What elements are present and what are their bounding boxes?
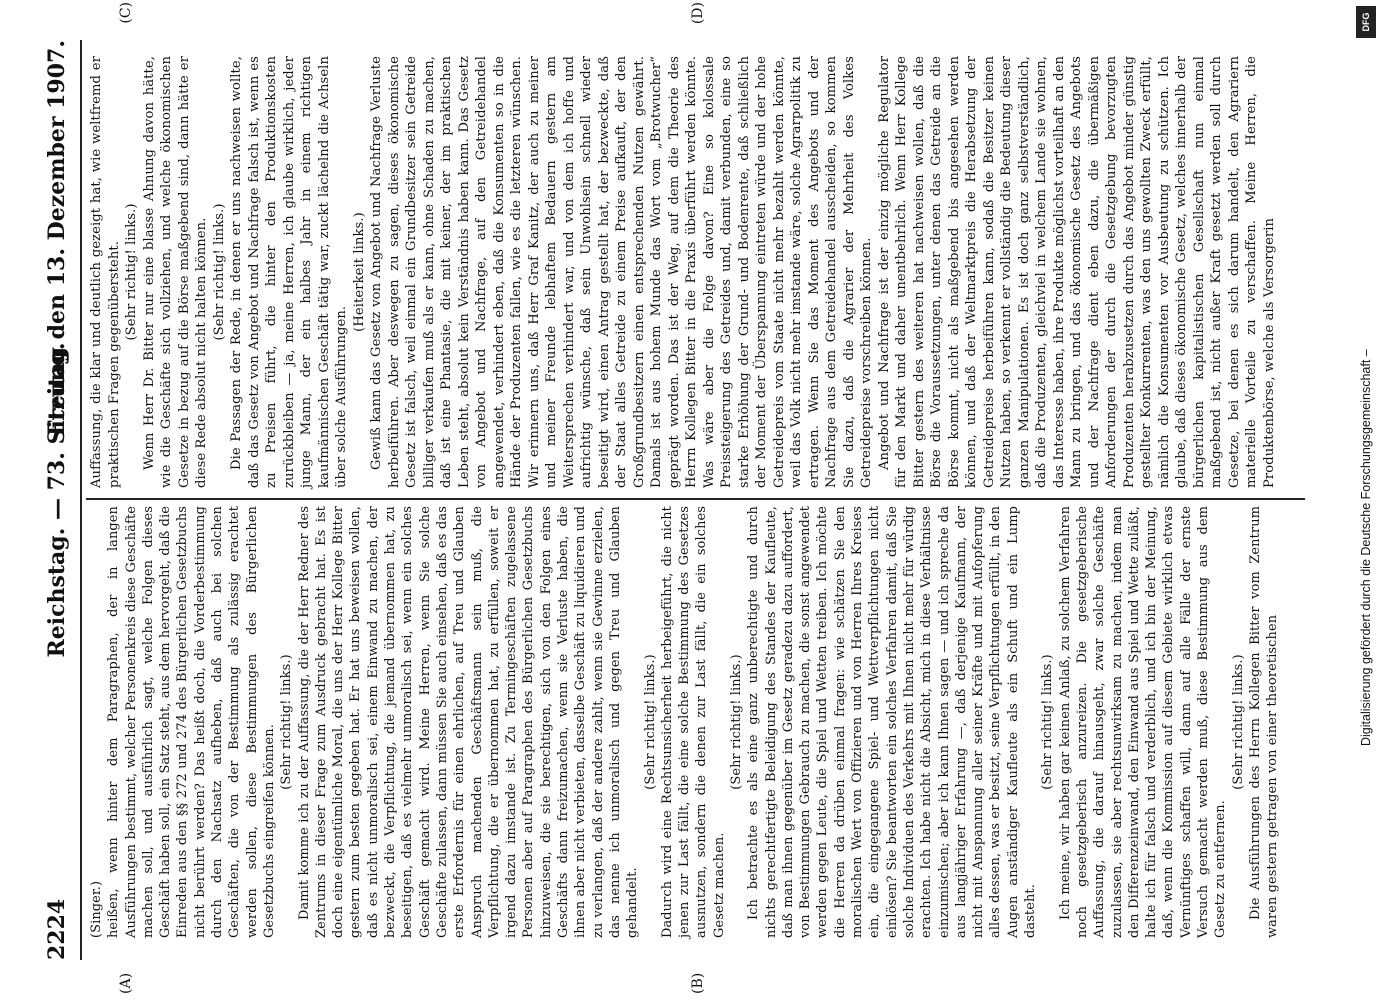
session-title: Reichstag. — 73. Sitzung. xyxy=(44,342,70,658)
credit-text: Digitalisierung gefördert durch die Deutsche Forschungsgemeinschaft – xyxy=(1359,349,1373,746)
interjection: (Sehr richtig! links.) xyxy=(279,654,295,790)
left-column xyxy=(88,506,1281,938)
interjection: (Sehr richtig! links.) xyxy=(1040,654,1056,790)
paragraph: Die Passagen der Rede, in denen er uns nachweisen wollte, daß das Gesetz von Angebot und Nachfrage falsch ist, wenn es zu Preisen führt, die hinter den Produktionskosten zurückbleiben — ja, meine Herren, ich glaube wirklich, jeder junge Mann, der ein halbes Jahr in einem richtigen kaufmännischen Geschäft tätig war, zuckt lächelnd die Achseln über solche Ausführungen. xyxy=(229,56,349,488)
session-date: Freitag den 13. Dezember 1907. xyxy=(44,40,70,436)
interjection: (Sehr richtig! links.) xyxy=(728,654,744,790)
dfg-logo-text: DFG xyxy=(1361,12,1371,32)
paragraph: Dadurch wird eine Rechtsunsicherheit herbeigeführt, die nicht jenen zur Last fällt, die eine solche Bestimmung des Gesetzes ausnutzen, sondern die denen zur Last fällt, die ein solches Gesetz machen. xyxy=(659,506,727,938)
paragraph: Die Ausführungen des Herrn Kollegen Bitter vom Zentrum waren gestern getragen von einer theoretischen xyxy=(1247,506,1281,938)
interjection: (Sehr richtig! links.) xyxy=(1230,654,1246,790)
paragraph: Damit komme ich zu der Auffassung, die der Herr Redner des Zentrums in dieser Frage zum Ausdruck gebracht hat. Es ist doch eine eigentümliche Moral, die uns der Herr Kollege Bitter gestern zum besten gegeben hat. Er hat uns beweisen wollen, daß es nicht unmoralisch sei, einem Einwand zu machen, der bezweckt, die Verpflichtung, die jemand übernommen hat, zu beseitigen, daß es vielmehr unmoralisch sei, wenn ein solches Geschäft gemacht wird. Meine Herren, wenn Sie solche Geschäfte zulassen, dann müssen Sie auch einsehen, daß es das erste Erfordernis für einen ehrlichen, auf Treu und Glauben Anspruch machenden Geschäftsmann sein muß, die Verpflichtung, die er übernommen hat, zu erfüllen, soweit er irgend dazu imstande ist. Zu Termingeschäften zugelassene Personen aber auf Paragraphen des Bürgerlichen Gesetzbuchs hinzuweisen, die sie berechtigen, sich von den Folgen eines Geschäfts dann freizumachen, wenn sie Verluste haben, die ihnen aber nicht verbieten, dasselbe Geschäft zu liquidieren und zu verlangen, daß der andere zahlt, wenn sie Gewinne erzielen, das nenne ich unmoralisch und gegen Treu und Glauben gehandelt. xyxy=(296,506,641,938)
paragraph: Ich betrachte es als eine ganz unberechtigte und durch nichts gerechtfertigte Beleidigung des Standes der Kaufleute, daß man ihnen gegenüber im Gesetz geradezu dazu auffordert, von Bestimmungen Gebrauch zu machen, die sonst angewendet werden gegen Leute, die Spiel und Wetten treiben. Ich möchte die Herren da drüben einmal fragen: wie schätzen Sie den moralischen Wert von Offizieren und von Herren Ihres Kreises ein, die eingegangene Spiel- und Wettverpflichtungen nicht einlösen? Sie beantworten ein solches Verfahren damit, daß Sie solche Individuen des Verkehrs mit Ihnen nicht mehr für würdig erachten. Ich habe nicht die Absicht, mich in diese Verhältnisse einzumischen; aber ich kann Ihnen sagen — und ich spreche da aus langjähriger Erfahrung —, daß derjenige Kaufmann, der nicht mit Anspannung aller seiner Kräfte und mit Aufopferung alles dessen, was er besitzt, seine Verpflichtungen erfüllt, in den Augen anständiger Kaufleute als ein Schuft und ein Lump dasteht. xyxy=(746,506,1039,938)
paragraph: Ich meine, wir haben gar keinen Anlaß, zu solchem Verfahren noch gesetzgeberisch anzureizen. Die gesetzgeberische Auffassung, die darauf hinausgeht, zwar solche Geschäfte zuzulassen, sie aber rechtsunwirksam zu machen, indem man den Differenzeinwand, den Einwand aus Spiel und Wette zuläßt, halte ich für falsch und verderblich, und ich bin der Meinung, daß, wenn die Kommission auf diesem Gebiete wirklich etwas Vernünftiges schaffen will, dann auf alle Fälle der ernste Versuch gemacht werden muß, diese Bestimmung aus dem Gesetz zu entfernen. xyxy=(1057,506,1229,938)
paragraph: Auffassung, die klar und deutlich gezeigt hat, wie weltfremd er praktischen Fragen gegenübersteht. xyxy=(89,56,122,488)
interjection: (Sehr richtig! links.) xyxy=(124,203,139,341)
page-header xyxy=(44,40,74,960)
column-divider xyxy=(86,498,1305,500)
header-rule xyxy=(80,40,82,960)
margin-mark-b: (B) xyxy=(690,972,706,994)
paragraph: Wenn Herr Dr. Bitter nur eine blasse Ahnung davon hätte, wie die Geschäfte sich vollziehen, und welche ökonomischen Gesetze in bezug auf die Börse maßgebend sind, dann hätte er diese Rede absolut nicht halten können. xyxy=(141,56,209,488)
paragraph: heißen, wenn hinter dem Paragraphen, der in langen Ausführungen bestimmt, welcher Personenkreis diese Geschäfte machen soll, und ausführlich sagt, welche Folgen dieses Geschäft haben soll, ein Satz steht, aus dem hervorgeht, daß die Einreden aus den §§ 272 und 274 des Bürgerlichen Gesetzbuchs nicht berührt werden? Das heißt doch, die Vorderbestimmung durch den Nachsatz aufheben, daß auch bei solchen Geschäften, die von der Bestimmung als zulässig erachtet werden sollen, diese Bestimmungen des Bürgerlichen Gesetzbuchs eingreifen können. xyxy=(106,506,277,938)
margin-mark-a: (A) xyxy=(118,972,134,994)
interjection: (Sehr richtig! links.) xyxy=(642,654,658,790)
right-column xyxy=(88,56,1278,488)
interjection: (Sehr richtig! links.) xyxy=(211,203,227,341)
page-number: 2224 xyxy=(44,898,70,960)
digitization-credit xyxy=(1353,6,1379,746)
margin-mark-c: (C) xyxy=(118,2,134,24)
speaker-name: (Singer.) xyxy=(89,880,104,938)
margin-mark-d: (D) xyxy=(690,2,706,25)
dfg-logo-icon xyxy=(1356,6,1376,38)
interjection: (Heiterkeit links.) xyxy=(351,212,367,332)
paragraph: Angebot und Nachfrage ist der einzig mögliche Regulator für den Markt und daher unentbehrlich. Wenn Herr Kollege Bitter gestern des weiteren hat nachweisen wollen, daß die Börse die Voraussetzungen, unter denen das Getreide an die Börse kommt, nicht als maßgebend bis angesehen werden können, und daß der Weltmarktpreis die Herabsetzung der Getreidepreise herbeiführen kann, sodaß die Besitzer keinen Nutzen haben, so verkennt er vollständig die Bedeutung dieser ganzen Manipulationen. Es ist doch ganz selbstverständlich, daß die Produzenten, gleichviel in welchem Lande sie wohnen, das Interesse haben, ihre Produkte möglichst vorteilhaft an den Mann zu bringen, und das ökonomische Gesetz des Angebots und der Nachfrage dient eben dazu, die übermäßigen Anforderungen der durch die Gesetzgebung bevorzugten Produzenten herabzusetzen durch das Angebot minder günstig gestellter Konkurrenten, was den uns gewollten Zweck erfüllt, nämlich die Konsumenten vor Ausbeutung zu schützen. Ich glaube, daß dieses ökonomische Gesetz, welches innerhalb der bürgerlichen kapitalistischen Gesellschaft nun einmal maßgebend ist, nicht außer Kraft gesetzt werden soll durch Gesetze, bei denen es sich darum handelt, den Agrariern materielle Vorteile zu verschaffen. Meine Herren, die Produktenbörse, welche als Versorgerin xyxy=(876,56,1277,488)
paragraph: Gewiß kann das Gesetz von Angebot und Nachfrage Verluste herbeiführen. Aber deswegen zu sagen, dieses ökonomische Gesetz ist falsch, weil einmal ein Grundbesitzer sein Getreide billiger verkaufen muß als er kann, ohne Schaden zu machen, daß ist eine Phantasie, die mit keiner, der im praktischen Leben steht, absolut kein Verständnis haben kann. Das Gesetz von Angebot und Nachfrage, auf den Getreidehandel angewendet, verhindert eben, daß die Konsumenten so in die Hände der Produzenten fallen, wie es die letzteren wünschen. Wir erinnern uns, daß Herr Graf Kanitz, der auch zu meiner und meiner Freunde lebhaftem Bedauern gestern am Weitersprechen verhindert war, und von dem ich hoffe und aufrichtig wünsche, daß sein Unwohlsein schnell wieder beseitigt wird, einen Antrag gestellt hat, der bezweckte, daß der Staat alles Getreide zu einem Preise aufkauft, der den Großgrundbesitzern einen entsprechenden Nutzen gewährt. Damals ist aus hohem Munde das Wort vom „Brotwucher“ geprägt worden. Das ist der Weg, auf dem die Theorie des Herrn Kollegen Bitter in die Praxis überführt werden könnte. Was wäre aber die Folge davon? Eine so kolossale Preissteigerung des Getreides und, damit verbunden, eine so starke Erhöhung der Grund- und Bodenrente, daß schließlich der Moment der Überspannung eintreten würde und der hohe Getreidepreis vom Staate nicht mehr bezahlt werden könnte, weil das Volk nicht mehr imstande wäre, solche Agrarpolitik zu ertragen. Wenn Sie das Moment des Angebots und der Nachfrage aus dem Getreidehandel ausscheiden, so kommen Sie dazu, daß die Agrarier der Mehrheit des Volkes Getreidepreise vorschreiben können. xyxy=(369,56,874,488)
